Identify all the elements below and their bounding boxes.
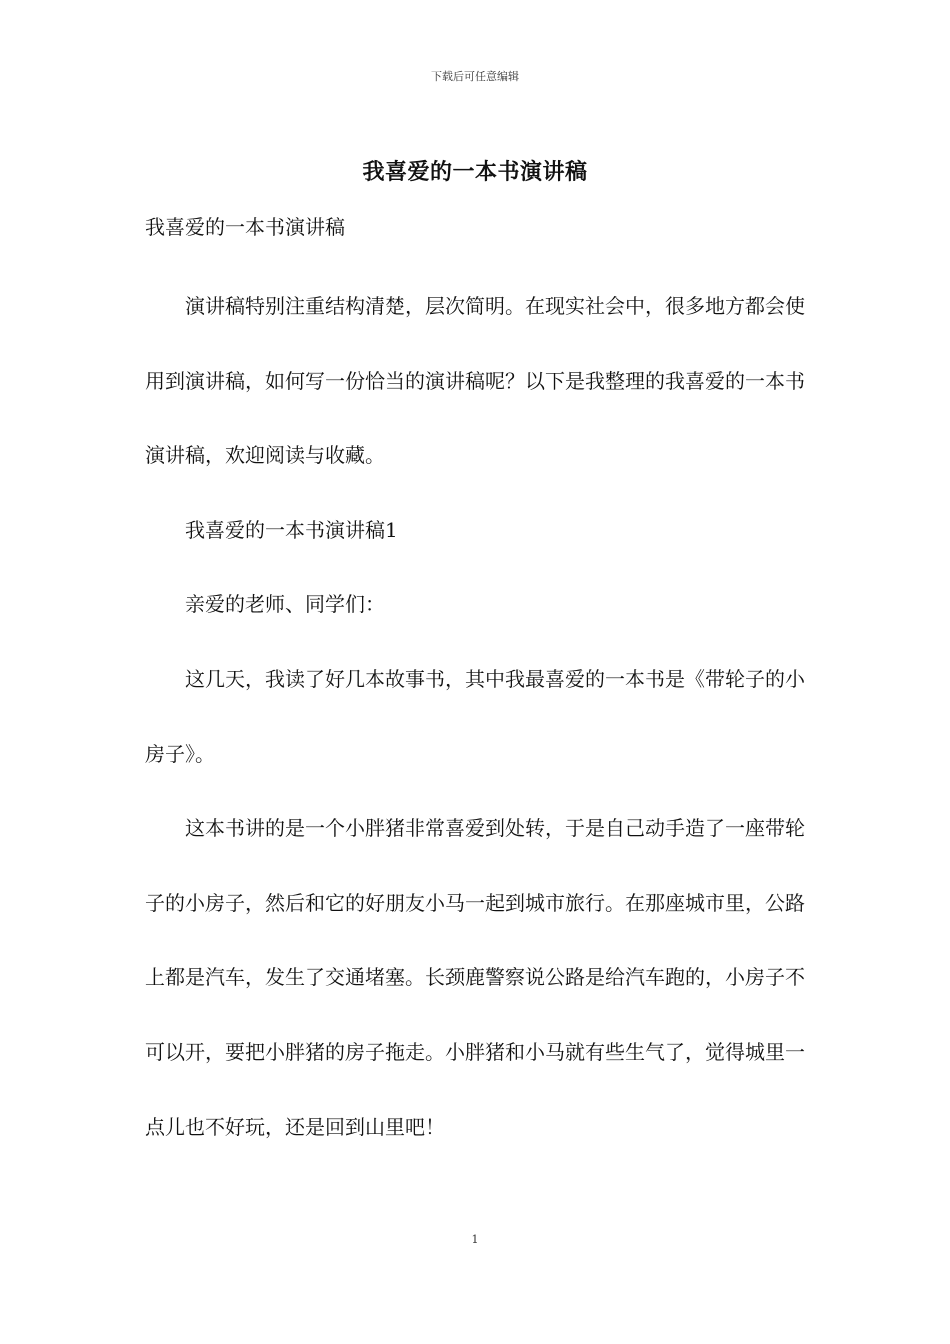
paragraph-book-story: 这本书讲的是一个小胖猪非常喜爱到处转，于是自己动手造了一座带轮子的小房子，然后和它的好朋友小马一起到城市旅行。在那座城市里，公路上都是汽车，发生了交通堵塞。长颈鹿警察说公路是给汽车跑的，小房子不可以开，要把小胖猪的房子拖走。小胖猪和小马就有些生气了，觉得城里一点儿也不好玩，还是回到山里吧！ (145, 816, 805, 1139)
document-subtitle: 我喜爱的一本书演讲稿 (145, 215, 345, 239)
document-title: 我喜爱的一本书演讲稿 (362, 159, 588, 185)
header-note: 下载后可任意编辑 (431, 70, 519, 83)
paragraph-greeting: 亲爱的老师、同学们： (185, 592, 385, 617)
document-body (145, 269, 805, 1164)
paragraph-book-intro: 这几天，我读了好几本故事书，其中我最喜爱的一本书是《带轮子的小房子》。 (145, 666, 805, 766)
paragraph-section-heading: 我喜爱的一本书演讲稿1 (185, 517, 398, 542)
paragraph-intro: 演讲稿特别注重结构清楚，层次简明。在现实社会中，很多地方都会使用到演讲稿，如何写一份恰当的演讲稿呢？以下是我整理的我喜爱的一本书演讲稿，欢迎阅读与收藏。 (145, 294, 805, 468)
page-number: 1 (471, 1233, 479, 1246)
